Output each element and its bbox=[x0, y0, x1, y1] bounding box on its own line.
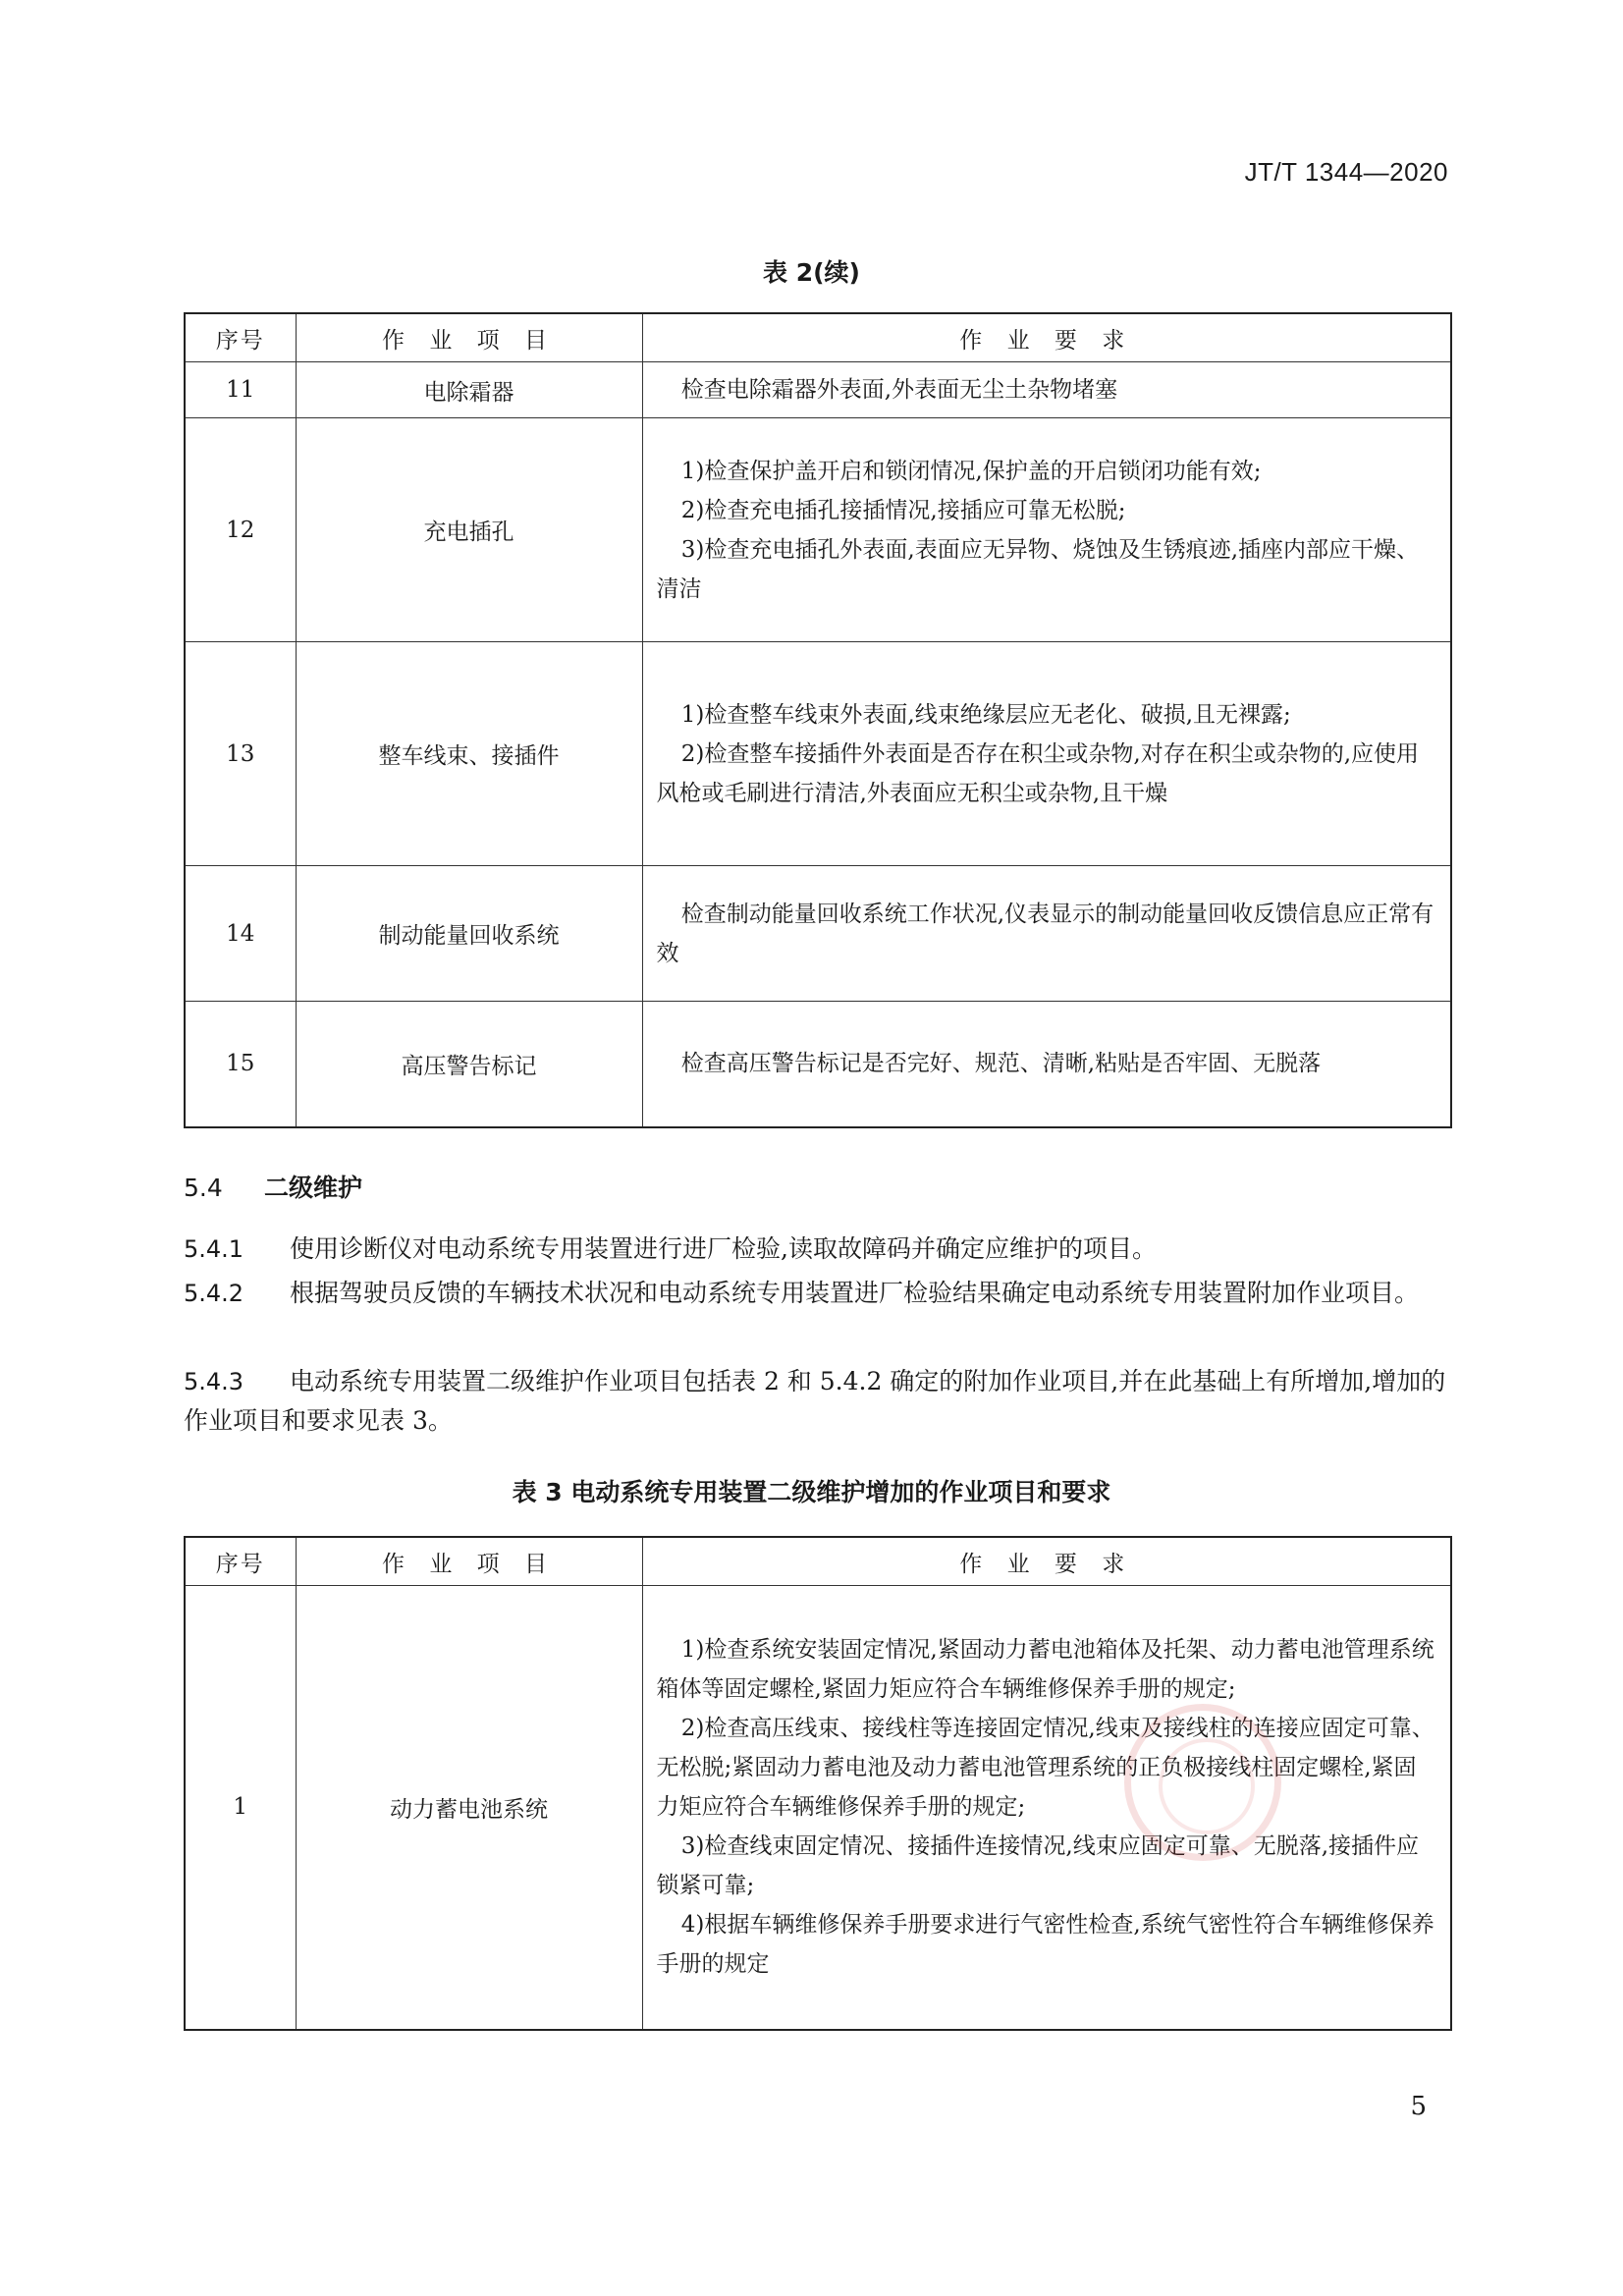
row-item: 充电插孔 bbox=[296, 418, 642, 642]
table-header-row bbox=[185, 313, 1451, 362]
requirement-line: 2)检查整车接插件外表面是否存在积尘或杂物,对存在积尘或杂物的,应使用风枪或毛刷进行清洁,外表面应无积尘或杂物,且干燥 bbox=[656, 740, 1420, 806]
paragraph bbox=[184, 1274, 1450, 1313]
requirement-line: 检查制动能量回收系统工作状况,仪表显示的制动能量回收反馈信息应正常有效 bbox=[656, 901, 1434, 966]
row-requirement bbox=[642, 418, 1451, 642]
row-requirement bbox=[642, 642, 1451, 866]
requirement-line: 1)检查整车线束外表面,线束绝缘层应无老化、破损,且无裸露; bbox=[680, 701, 1291, 728]
requirement-line: 检查电除霜器外表面,外表面无尘土杂物堵塞 bbox=[680, 377, 1118, 403]
table-header-row bbox=[185, 1537, 1451, 1586]
row-requirement bbox=[642, 1586, 1451, 2030]
row-no: 15 bbox=[185, 1002, 296, 1127]
table-2 bbox=[184, 312, 1452, 1128]
row-requirement bbox=[642, 1002, 1451, 1127]
header-no: 序号 bbox=[185, 1537, 296, 1586]
paragraph-text: 根据驾驶员反馈的车辆技术状况和电动系统专用装置进厂检验结果确定电动系统专用装置附加作业项目。 bbox=[290, 1279, 1420, 1307]
table-3 bbox=[184, 1536, 1452, 2031]
table-3-caption: 表 3 电动系统专用装置二级维护增加的作业项目和要求 bbox=[512, 1478, 1111, 1506]
table-2-caption: 表 2(续) bbox=[763, 258, 860, 287]
header-item: 作 业 项 目 bbox=[296, 1537, 642, 1586]
table-row bbox=[185, 642, 1451, 866]
table-row bbox=[185, 866, 1451, 1002]
requirement-line: 4)根据车辆维修保养手册要求进行气密性检查,系统气密性符合车辆维修保养手册的规定 bbox=[656, 1912, 1434, 1978]
row-no: 13 bbox=[185, 642, 296, 866]
section-heading bbox=[184, 1169, 362, 1204]
table-row bbox=[185, 362, 1451, 418]
paragraph-number: 5.4.3 bbox=[184, 1368, 244, 1395]
paragraph-number: 5.4.2 bbox=[184, 1280, 244, 1307]
row-requirement bbox=[642, 362, 1451, 418]
row-no: 12 bbox=[185, 418, 296, 642]
row-item: 高压警告标记 bbox=[296, 1002, 642, 1127]
requirement-line: 1)检查保护盖开启和锁闭情况,保护盖的开启锁闭功能有效; bbox=[680, 458, 1262, 484]
row-item: 制动能量回收系统 bbox=[296, 866, 642, 1002]
row-item: 动力蓄电池系统 bbox=[296, 1586, 642, 2030]
table-row bbox=[185, 1002, 1451, 1127]
table-row bbox=[185, 418, 1451, 642]
header-req: 作 业 要 求 bbox=[642, 313, 1451, 362]
paragraph bbox=[184, 1362, 1450, 1441]
document-code: JT/T 1344—2020 bbox=[1244, 157, 1448, 187]
table-row bbox=[185, 1586, 1451, 2030]
requirement-line: 1)检查系统安装固定情况,紧固动力蓄电池箱体及托架、动力蓄电池管理系统箱体等固定螺栓,紧固力矩应符合车辆维修保养手册的规定; bbox=[656, 1637, 1434, 1703]
section-number: 5.4 bbox=[184, 1174, 223, 1202]
requirement-line: 3)检查线束固定情况、接插件连接情况,线束应固定可靠、无脱落,接插件应锁紧可靠; bbox=[656, 1833, 1420, 1899]
header-req: 作 业 要 求 bbox=[642, 1537, 1451, 1586]
row-item: 电除霜器 bbox=[296, 362, 642, 418]
paragraph-text: 电动系统专用装置二级维护作业项目包括表 2 和 5.4.2 确定的附加作业项目,并在此基础上有所增加,增加的作业项目和要求见表 3。 bbox=[184, 1367, 1446, 1435]
requirement-line: 2)检查高压线束、接线柱等连接固定情况,线束及接线柱的连接应固定可靠、无松脱;紧固动力蓄电池及动力蓄电池管理系统的正负极接线柱固定螺栓,紧固力矩应符合车辆维修保养手册的规定; bbox=[656, 1716, 1434, 1821]
header-no: 序号 bbox=[185, 313, 296, 362]
requirement-line: 检查高压警告标记是否完好、规范、清晰,粘贴是否牢固、无脱落 bbox=[680, 1051, 1322, 1077]
row-requirement bbox=[642, 866, 1451, 1002]
page-number: 5 bbox=[1410, 2092, 1427, 2121]
paragraph-text: 使用诊断仪对电动系统专用装置进行进厂检验,读取故障码并确定应维护的项目。 bbox=[290, 1234, 1157, 1263]
section-title: 二级维护 bbox=[264, 1174, 363, 1202]
row-no: 14 bbox=[185, 866, 296, 1002]
requirement-line: 2)检查充电插孔接插情况,接插应可靠无松脱; bbox=[680, 497, 1126, 523]
row-item: 整车线束、接插件 bbox=[296, 642, 642, 866]
paragraph-number: 5.4.1 bbox=[184, 1235, 244, 1263]
row-no: 11 bbox=[185, 362, 296, 418]
requirement-line: 3)检查充电插孔外表面,表面应无异物、烧蚀及生锈痕迹,插座内部应干燥、清洁 bbox=[656, 536, 1420, 602]
row-no: 1 bbox=[185, 1586, 296, 2030]
paragraph bbox=[184, 1230, 1450, 1269]
header-item: 作 业 项 目 bbox=[296, 313, 642, 362]
